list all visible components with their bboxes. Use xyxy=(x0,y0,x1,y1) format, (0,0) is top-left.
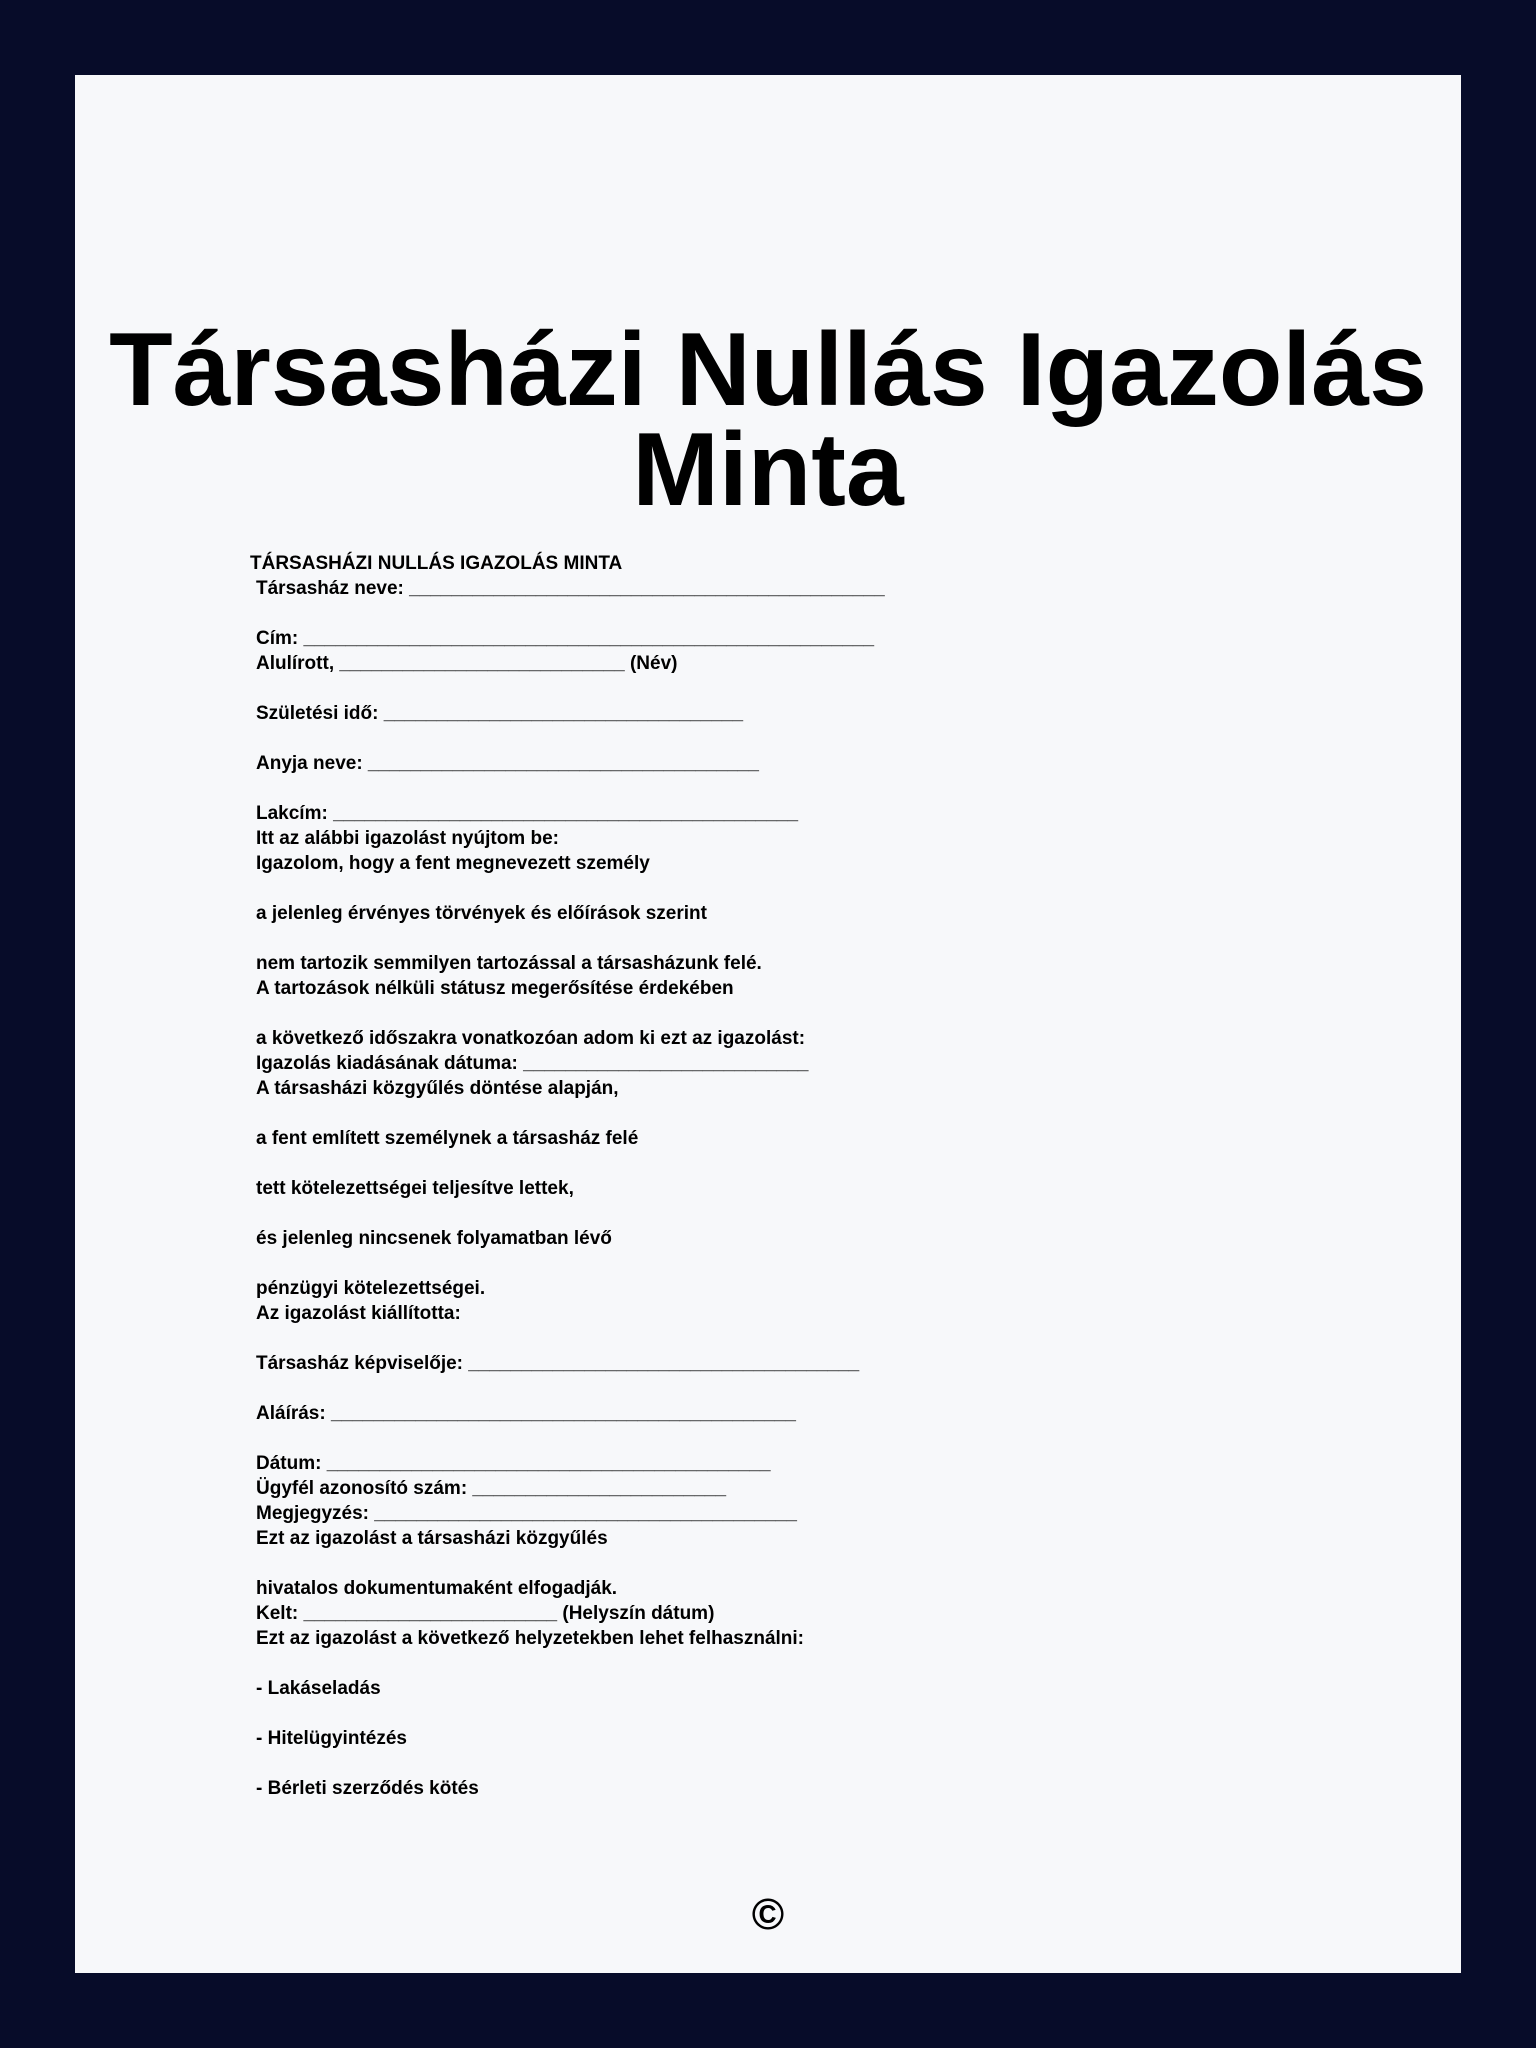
document-line: hivatalos dokumentumaként elfogadják. xyxy=(256,1578,618,1599)
blank-line xyxy=(250,676,1150,701)
blank-line xyxy=(250,776,1150,801)
blank-line xyxy=(250,1201,1150,1226)
document-line: Kelt: ________________________ (Helyszín dátum) xyxy=(256,1603,715,1624)
document-line: a következő időszakra vonatkozóan adom ki ezt az igazolást: xyxy=(256,1028,806,1049)
document-line: Ügyfél azonosító szám: ________________________ xyxy=(256,1478,727,1499)
copyright-symbol: © xyxy=(751,1890,785,1939)
document-line: - Hitelügyintézés xyxy=(256,1728,407,1749)
document-line: Az igazolást kiállította: xyxy=(256,1303,461,1324)
document-line: Itt az alábbi igazolást nyújtom be: xyxy=(256,828,559,849)
document-line: A tartozások nélküli státusz megerősítése érdekében xyxy=(256,978,734,999)
document-heading: TÁRSASHÁZI NULLÁS IGAZOLÁS MINTA xyxy=(250,553,623,574)
blank-line xyxy=(250,876,1150,901)
blank-line xyxy=(250,726,1150,751)
blank-line xyxy=(250,1426,1150,1451)
document-line: - Lakáseladás xyxy=(256,1678,381,1699)
document-line: A társasházi közgyűlés döntése alapján, xyxy=(256,1078,619,1099)
blank-line xyxy=(250,1551,1150,1576)
document-line: Társasház képviselője: _____________________________________ xyxy=(256,1353,860,1374)
blank-line xyxy=(250,1751,1150,1776)
document-line: Ezt az igazolást a társasházi közgyűlés xyxy=(256,1528,608,1549)
document-line: pénzügyi kötelezettségei. xyxy=(256,1278,486,1299)
blank-line xyxy=(250,1151,1150,1176)
blank-line xyxy=(250,1326,1150,1351)
document-line: tett kötelezettségei teljesítve lettek, xyxy=(256,1178,574,1199)
document-line: a jelenleg érvényes törvények és előírások szerint xyxy=(256,903,707,924)
document-line: Megjegyzés: ________________________________________ xyxy=(256,1503,797,1524)
document-line: Ezt az igazolást a következő helyzetekben lehet felhasználni: xyxy=(256,1628,805,1649)
document-line: Anyja neve: _____________________________________ xyxy=(256,753,759,774)
document-line: Társasház neve: _____________________________________________ xyxy=(256,578,885,599)
document-lines xyxy=(250,576,1150,1801)
document-line: Alulírott, ___________________________ (Név) xyxy=(256,653,678,674)
blank-line xyxy=(250,1101,1150,1126)
document-line: Születési idő: __________________________________ xyxy=(256,703,744,724)
blank-line xyxy=(250,1251,1150,1276)
document-line: Aláírás: ____________________________________________ xyxy=(256,1403,796,1424)
document-line: Cím: ______________________________________________________ xyxy=(256,628,875,649)
document-line: a fent említett személynek a társasház felé xyxy=(256,1128,639,1149)
blank-line xyxy=(250,1376,1150,1401)
blank-line xyxy=(250,601,1150,626)
blank-line xyxy=(250,1001,1150,1026)
blank-line xyxy=(250,1651,1150,1676)
document-line: Dátum: __________________________________________ xyxy=(256,1453,771,1474)
document-line: - Bérleti szerződés kötés xyxy=(256,1778,479,1799)
document-line: nem tartozik semmilyen tartozással a társasházunk felé. xyxy=(256,953,762,974)
blank-line xyxy=(250,1701,1150,1726)
document-page xyxy=(75,75,1461,1973)
document-line: és jelenleg nincsenek folyamatban lévő xyxy=(256,1228,612,1249)
document-line: Igazolom, hogy a fent megnevezett személy xyxy=(256,853,650,874)
document-body xyxy=(250,551,1150,1801)
document-line: Igazolás kiadásának dátuma: ___________________________ xyxy=(256,1053,809,1074)
document-line: Lakcím: ____________________________________________ xyxy=(256,803,799,824)
page-title: Társasházi Nullás Igazolás Minta xyxy=(109,312,1427,528)
blank-line xyxy=(250,926,1150,951)
